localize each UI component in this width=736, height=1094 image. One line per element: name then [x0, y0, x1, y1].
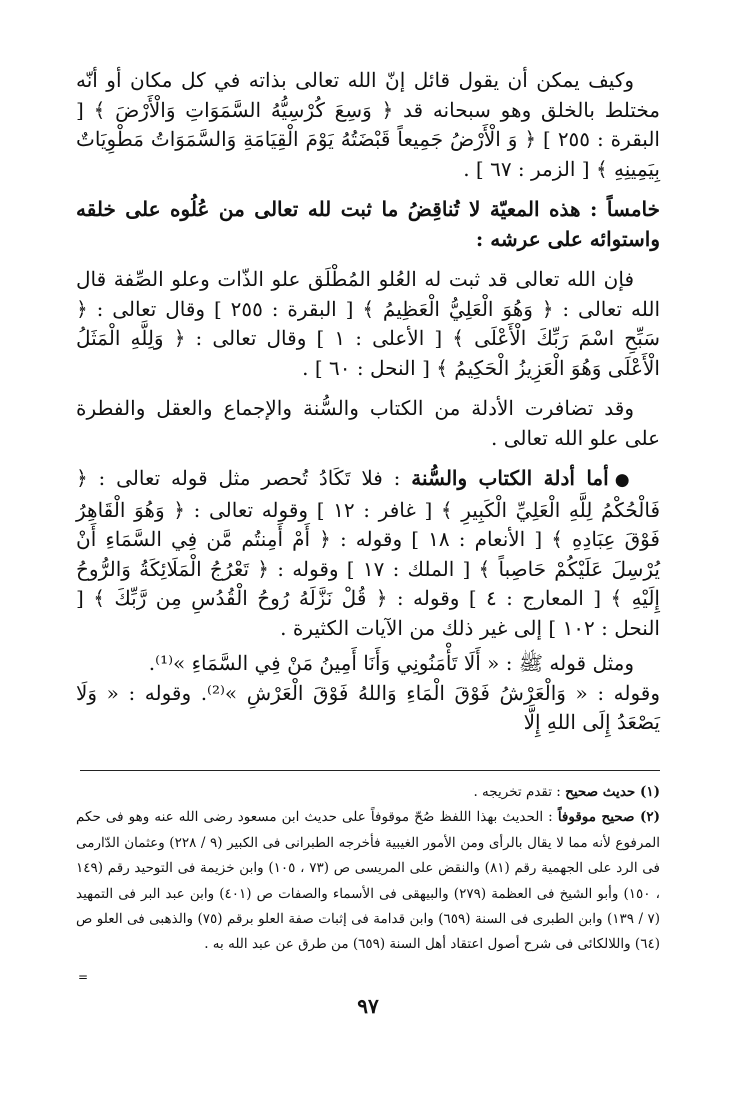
paragraph-4	[76, 464, 660, 643]
footnote-1	[76, 780, 660, 805]
page-number: ٩٧	[357, 994, 379, 1018]
paragraph-4-lead: أما أدلة الكتاب والسُّنة	[411, 466, 609, 490]
footnotes	[76, 780, 660, 958]
paragraph-1: وكيف يمكن أن يقول قائل إنّ الله تعالى بذاته في كل مكان أو أنّه مختلط بالخلق وهو سبحانه قد ﴿ وَسِعَ كُرْسِيُّهُ السَّمَوَاتِ وَالْأَرْضَ ﴾ [ البقرة : ٢٥٥ ] ﴿ وَ الْأَرْضُ جَمِيعاً قَبْضَتُهُ يَوْمَ الْقِيَامَةِ وَالسَّمَوَاتُ مَطْوِيَاتٌ بِيَمِينِهِ ﴾ [ الزمر : ٦٧ ] .	[76, 68, 660, 181]
main-text	[76, 66, 660, 738]
paragraph-6: وقوله : « وَالْعَرْشُ فَوْقَ الْمَاءِ وَاللهُ فَوْقَ الْعَرْشِ »⁽²⁾. وقوله : « وَلَا يَصْعَدُ إِلَى اللهِ إِلَّا	[76, 680, 661, 734]
footnote-1-label: (١) حديث صحيح	[565, 784, 660, 800]
paragraph-2: فإن الله تعالى قد ثبت له العُلو المُطْلَق علو الذّات وعلو الصِّفة قال الله تعالى : ﴿ وَهُوَ الْعَلِيُّ الْعَظِيمُ ﴾ [ البقرة : ٢٥٥ ] وقال تعالى : ﴿ سَبِّحِ اسْمَ رَبِّكَ الْأَعْلَى ﴾ [ الأعلى : ١ ] وقال تعالى : ﴿ وَلِلَّهِ الْمَثَلُ الْأَعْلَى وَهُوَ الْعَزِيزُ الْحَكِيمُ ﴾ [ النحل : ٦٠ ] .	[76, 267, 661, 380]
footnote-2	[76, 805, 660, 957]
footnote-end-mark: =	[78, 970, 89, 984]
footnote-2-label: (٢) صحيح موقوفاً	[557, 809, 661, 826]
footnote-1-text: : تقدم تخريجه .	[473, 784, 561, 800]
section-heading: خامساً : هذه المعيّة لا تُناقِضُ ما ثبت لله تعالى من عُلُوه على خلقه واستوائه على عرشه :	[76, 197, 660, 251]
paragraph-5: ومثل قوله ﷺ : « أَلَا تَأْمَنُونِي وَأَنَا أَمِينُ مَنْ فِي السَّمَاءِ »⁽¹⁾.	[148, 651, 634, 675]
footnote-divider	[80, 770, 660, 771]
footnote-2-text: : الحديث بهذا اللفظ صُحّ موقوفاً على حديث ابن مسعود رضى الله عنه وهو فى حكم المرفوع لأنه مما لا يقال بالرأى ومن الأمور الغيبية فأخرجه الطبرانى فى الكبير (٩ / ٢٢٨) وعثمان الدّارمى فى الرد على الجهمية رقم (٨١) والنقض على المريسى ص (٧٣ ، ١٠٥) وابن خزيمة فى التوحيد رقم (١٤٩ ، ١٥٠) وأبو الشيخ فى العظمة (٢٧٩) والبيهقى فى الأسماء والصفات ص (٤٠١) وابن عبد البر فى التمهيد (٧ / ١٣٩) وابن الطبرى فى السنة (٦٥٩) وابن قدامة فى إثبات صفة العلو برقم (٧٥) والذهبى فى العلو ص (٦٤) واللالكائى فى شرح أصول اعتقاد أهل السنة (٦٥٩) من طرق عن عبد الله به .	[76, 809, 661, 953]
paragraph-3: وقد تضافرت الأدلة من الكتاب والسُّنة والإجماع والعقل والفطرة على علو الله تعالى .	[76, 396, 660, 450]
paragraph-4-body: : فلا تَكَادُ تُحصر مثل قوله تعالى : ﴿ فَالْحُكْمُ لِلَّهِ الْعَلِيِّ الْكَبِيرِ ﴾ [ غافر : ١٢ ] وقوله تعالى : ﴿ وَهُوَ الْقَاهِرُ فَوْقَ عِبَادِهِ ﴾ [ الأنعام : ١٨ ] وقوله : ﴿ أَمْ أَمِنتُم مَّن فِي السَّمَاءِ أَنْ يُرْسِلَ عَلَيْكُمْ حَاصِباً ﴾ [ الملك : ١٧ ] وقوله : ﴿ تَعْرُجُ الْمَلَائِكَةُ وَالرُّوحُ إِلَيْهِ ﴾ [ المعارج : ٤ ] وقوله : ﴿ قُلْ نَزَّلَهُ رُوحُ الْقُدُسِ مِن رَّبِّكَ ﴾ [ النحل : ١٠٢ ] إلى غير ذلك من الآيات الكثيرة .	[76, 466, 660, 640]
